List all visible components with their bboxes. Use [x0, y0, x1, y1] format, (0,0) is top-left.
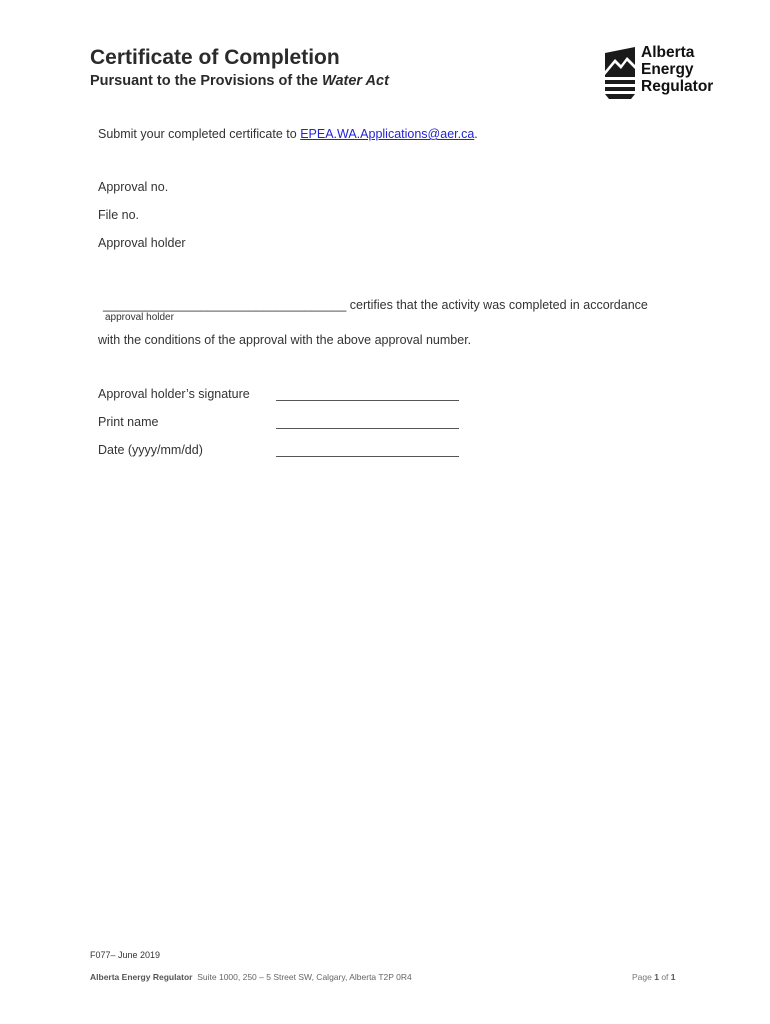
- logo-line-regulator: Regulator: [641, 78, 714, 95]
- approval-holder-blank[interactable]: ___________________________________: [103, 298, 347, 312]
- email-link[interactable]: EPEA.WA.Applications@aer.ca: [300, 127, 475, 141]
- page-current: 1: [654, 972, 659, 982]
- page-prefix: Page: [632, 972, 655, 982]
- page-subtitle: [90, 73, 389, 89]
- print-name-field[interactable]: [276, 417, 459, 429]
- page-total: 1: [670, 972, 676, 982]
- file-no-label: File no.: [98, 208, 139, 222]
- subtitle-prefix: Pursuant to the Provisions of the: [90, 73, 323, 89]
- certification-text: certifies that the activity was completed in accordance: [346, 298, 648, 312]
- date-label: Date (yyyy/mm/dd): [98, 443, 203, 457]
- approval-holder-label: Approval holder: [98, 236, 186, 250]
- page-title: Certificate of Completion: [90, 46, 340, 69]
- submit-suffix: .: [474, 127, 478, 141]
- certification-line: [103, 298, 648, 312]
- logo-line-energy: Energy: [641, 61, 694, 78]
- footer-address-text: Suite 1000, 250 – 5 Street SW, Calgary, Alberta T2P 0R4: [197, 972, 412, 982]
- signature-label: Approval holder’s signature: [98, 387, 250, 401]
- footer-address: [90, 972, 412, 982]
- submit-prefix: Submit your completed certificate to: [98, 127, 301, 141]
- approval-holder-sublabel: approval holder: [105, 312, 174, 323]
- submit-instruction: [98, 127, 478, 141]
- approval-no-label: Approval no.: [98, 180, 169, 194]
- logo-line-alberta: Alberta: [641, 44, 695, 61]
- print-name-label: Print name: [98, 415, 159, 429]
- signature-field[interactable]: [276, 389, 459, 401]
- date-field[interactable]: [276, 445, 459, 457]
- logo-wordmark: [641, 44, 713, 95]
- subtitle-act: Water Act: [322, 73, 389, 89]
- page-mid: of: [658, 972, 671, 982]
- page-number: [632, 972, 676, 982]
- aer-logo: [603, 44, 733, 102]
- mountain-logo-icon: [603, 45, 637, 101]
- certification-continuation: with the conditions of the approval with the above approval number.: [98, 333, 472, 347]
- form-code: F077– June 2019: [90, 950, 161, 960]
- footer-org: Alberta Energy Regulator: [90, 972, 193, 982]
